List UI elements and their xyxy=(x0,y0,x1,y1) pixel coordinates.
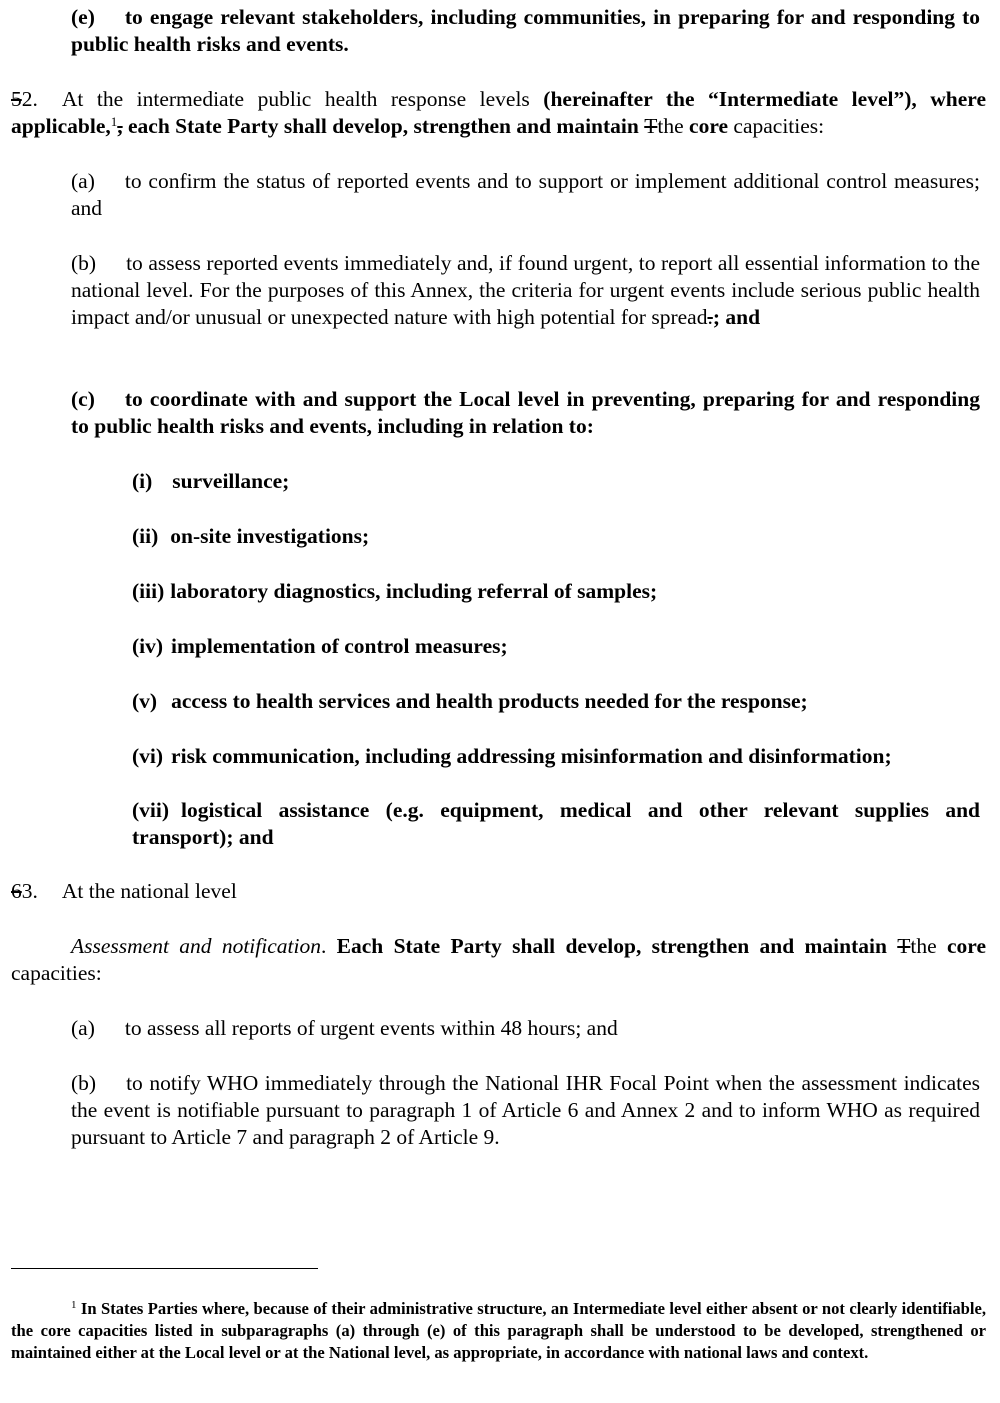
paragraph-63-item-a xyxy=(71,1015,980,1042)
footnote xyxy=(11,1298,986,1364)
sub-item-vi: (vi) risk communication, including addressing misinformation and disinformation; xyxy=(132,744,892,768)
paragraph-63-item-b-text: to notify WHO immediately through the National IHR Focal Point when the assessment indicates the event is notifiable pursuant to paragraph 1 of Article 6 and Annex 2 and to inform WHO as required pursuant to Article 7 and paragraph 2 of Article 9. xyxy=(71,1071,980,1149)
paragraph-63-heading xyxy=(11,878,986,905)
paragraph-52-item-a-label: (a) xyxy=(71,169,95,193)
paragraph-63-subheading: Assessment and notification xyxy=(71,934,321,958)
paragraph-52-item-a-text: to confirm the status of reported events and to support or implement additional control measures; and xyxy=(71,169,980,220)
paragraph-52-text: At the intermediate public health response levels (hereinafter the “Intermediate level”), where applicable,$^1$, each State Party shall develop, strengthen and maintain Tthe core capacities: xyxy=(11,87,986,138)
sub-item-i: (i) surveillance; xyxy=(132,469,290,493)
subparagraph-e-text: to engage relevant stakeholders, including communities, in preparing for and responding to public health risks and events. xyxy=(71,5,980,56)
paragraph-52-number: 52. xyxy=(11,87,38,111)
paragraph-52-item-b: (b) to assess reported events immediately and, if found urgent, to report all essential information to the national level. For the purposes of this Annex, the criteria for urgent events include serious public health impact and/or unusual or unexpected nature with high potential for spread.; and xyxy=(71,251,980,329)
paragraph-63-item-a-label: (a) xyxy=(71,1016,95,1040)
sub-item-iii: (iii) laboratory diagnostics, including referral of samples; xyxy=(132,579,658,603)
footnote-text: In States Parties where, because of their administrative structure, an Intermediate level either absent or not clearly identifiable, the core capacities listed in subparagraphs (a) through (e) of this paragraph shall be understood to be developed, strengthened or maintained either at the Local level or at the National level, as appropriate, in accordance with national laws and context. xyxy=(11,1299,986,1362)
paragraph-63-number: 63. xyxy=(11,879,38,903)
sub-item-v: (v) access to health services and health products needed for the response; xyxy=(132,689,808,713)
footnote-reference: 1 xyxy=(110,114,118,129)
subparagraph-e xyxy=(71,4,980,58)
paragraph-63-item-a-text: to assess all reports of urgent events within 48 hours; and xyxy=(124,1016,618,1040)
sub-item-vii: (vii) logistical assistance (e.g. equipment, medical and other relevant supplies and transport); and xyxy=(132,798,980,849)
footnote-separator xyxy=(11,1268,318,1269)
sub-item-ii: (ii) on-site investigations; xyxy=(132,524,370,548)
paragraph-63-intro: Assessment and notification. Each State Party shall develop, strengthen and maintain Tthe core capacities: xyxy=(11,934,987,985)
footnote-number: 1 xyxy=(71,1299,77,1311)
paragraph-52-item-c-label: (c) xyxy=(71,387,95,411)
paragraph-52-item-c-text: to coordinate with and support the Local level in preventing, preparing for and responding to public health risks and events, including in relation to: xyxy=(71,387,980,438)
paragraph-52-item-a xyxy=(71,168,980,222)
paragraph-63-item-b-label: (b) xyxy=(71,1071,97,1095)
subparagraph-e-label: (e) xyxy=(71,5,95,29)
paragraph-63-item-b xyxy=(71,1070,980,1151)
paragraph-52-item-b-text: to assess reported events immediately and, if found urgent, to report all essential information to the national level. For the purposes of this Annex, the criteria for urgent events include serious public health impact and/or unusual or unexpected nature with high potential for spread xyxy=(71,251,980,329)
paragraph-52-item-b-label: (b) xyxy=(71,251,97,275)
sub-item-iv: (iv) implementation of control measures; xyxy=(132,634,508,658)
paragraph-52 xyxy=(11,86,986,140)
paragraph-63-title: At the national level xyxy=(61,879,237,903)
paragraph-52-item-c xyxy=(71,386,980,440)
